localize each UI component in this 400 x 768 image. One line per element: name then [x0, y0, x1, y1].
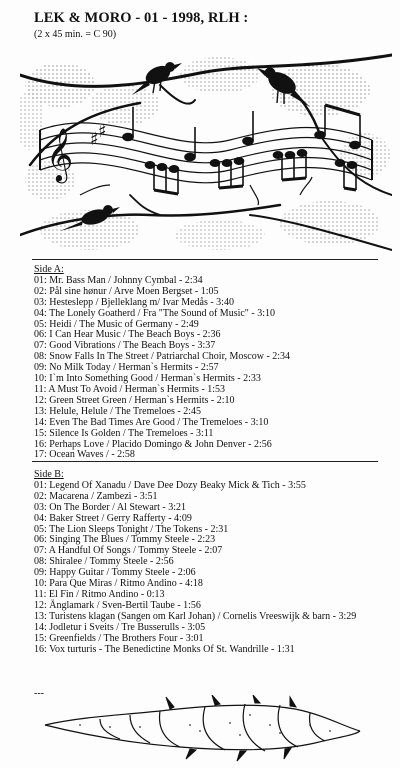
track-item: 06: Singing The Blues / Tommy Steele - 2:23 — [34, 534, 216, 546]
track-item: 09: No Milk Today / Herman`s Hermits - 2:57 — [34, 362, 219, 374]
divider-line — [32, 461, 378, 462]
track-item: 08: Snow Falls In The Street / Patriarchal Choir, Moscow - 2:34 — [34, 351, 291, 363]
track-item: 12: Green Street Green / Herman`s Hermits - 2:10 — [34, 394, 235, 406]
seashell-icon — [40, 695, 370, 765]
track-item: 13: Helule, Helule / The Tremeloes - 2:45 — [34, 405, 202, 417]
track-item: 16: Vox turturis - The Benedictine Monks Of St. Wandrille - 1:31 — [34, 643, 295, 655]
side-a-heading: Side A: — [34, 264, 64, 275]
insert-subtitle: (2 x 45 min. = C 90) — [34, 29, 117, 40]
track-item: 07: A Handful Of Songs / Tommy Steele - 2:07 — [34, 545, 223, 557]
track-item: 02: Pål sine hønur / Arve Moen Bergset - 1:05 — [34, 285, 219, 297]
track-item: 10: I`m Into Something Good / Herman`s Hermits - 2:33 — [34, 373, 261, 385]
track-item: 16: Perhaps Love / Placido Domingo & John Denver - 2:56 — [34, 438, 272, 450]
track-item: 17: Ocean Waves / - 2:58 — [34, 449, 135, 461]
track-item: 11: A Must To Avoid / Herman`s Hermits - 1:53 — [34, 383, 226, 395]
track-item: 13: Turistens klagan (Sangen om Karl Johan) / Cornelis Vreeswijk & barn - 3:29 — [34, 610, 357, 622]
track-item: 09: Happy Guitar / Tommy Steele - 2:06 — [34, 567, 196, 579]
insert-title: LEK & MORO - 01 - 1998, RLH : — [34, 10, 249, 26]
track-item: 05: The Lion Sleeps Tonight / The Tokens - 2:31 — [34, 523, 229, 535]
track-item: 10: Para Que Miras / Ritmo Andino - 4:18 — [34, 578, 203, 590]
track-item: 04: The Lonely Goatherd / Fra "The Sound of Music" - 3:10 — [34, 307, 275, 319]
track-item: 15: Greenfields / The Brothers Four - 3:01 — [34, 632, 204, 644]
side-b-heading: Side B: — [34, 469, 64, 480]
music-notes — [123, 105, 360, 194]
track-item: 01: Legend Of Xanadu / Dave Dee Dozy Beaky Mick & Tich - 3:55 — [34, 479, 306, 491]
twigs — [80, 177, 312, 205]
track-item: 15: Silence Is Golden / The Tremeloes - 3:11 — [34, 427, 214, 439]
side-b-tracklist — [34, 470, 356, 655]
track-item: 08: Shiralee / Tommy Steele - 2:56 — [34, 556, 174, 568]
track-item: 03: Hesteslepp / Bjelleklang m/ Ivar Medås - 3:40 — [34, 296, 234, 308]
track-item: 14: Jodletur i Sveits / Tre Busserulls - 3:05 — [34, 621, 206, 633]
track-item: 02: Macarena / Zambezi - 3:51 — [34, 490, 158, 502]
treble-clef-icon: 𝄞 — [46, 127, 74, 181]
side-a-tracklist — [34, 265, 290, 461]
track-item: 05: Heidi / The Music of Germany - 2:49 — [34, 318, 199, 330]
sharp-icon: ♯ — [90, 129, 99, 150]
track-item: 12: Änglamark / Sven-Bertil Taube - 1:56 — [34, 599, 201, 611]
track-item: 07: Good Vibrations / The Beach Boys - 3:37 — [34, 340, 216, 352]
sharp-icon: ♯ — [98, 121, 107, 142]
track-item: 06: I Can Hear Music / The Beach Boys - 2:36 — [34, 329, 221, 341]
track-item: 11: El Fin / Ritmo Andino - 0:13 — [34, 588, 165, 600]
footer-mark: --- — [34, 688, 44, 699]
birds-music-staff-illustration — [20, 45, 392, 257]
track-item: 01: Mr. Bass Man / Johnny Cymbal - 2:34 — [34, 274, 203, 286]
track-item: 03: On The Border / Al Stewart - 3:21 — [34, 501, 187, 513]
track-item: 04: Baker Street / Gerry Rafferty - 4:09 — [34, 512, 192, 524]
divider-line — [32, 259, 378, 260]
track-item: 14: Even The Bad Times Are Good / The Tremeloes - 3:10 — [34, 416, 269, 428]
